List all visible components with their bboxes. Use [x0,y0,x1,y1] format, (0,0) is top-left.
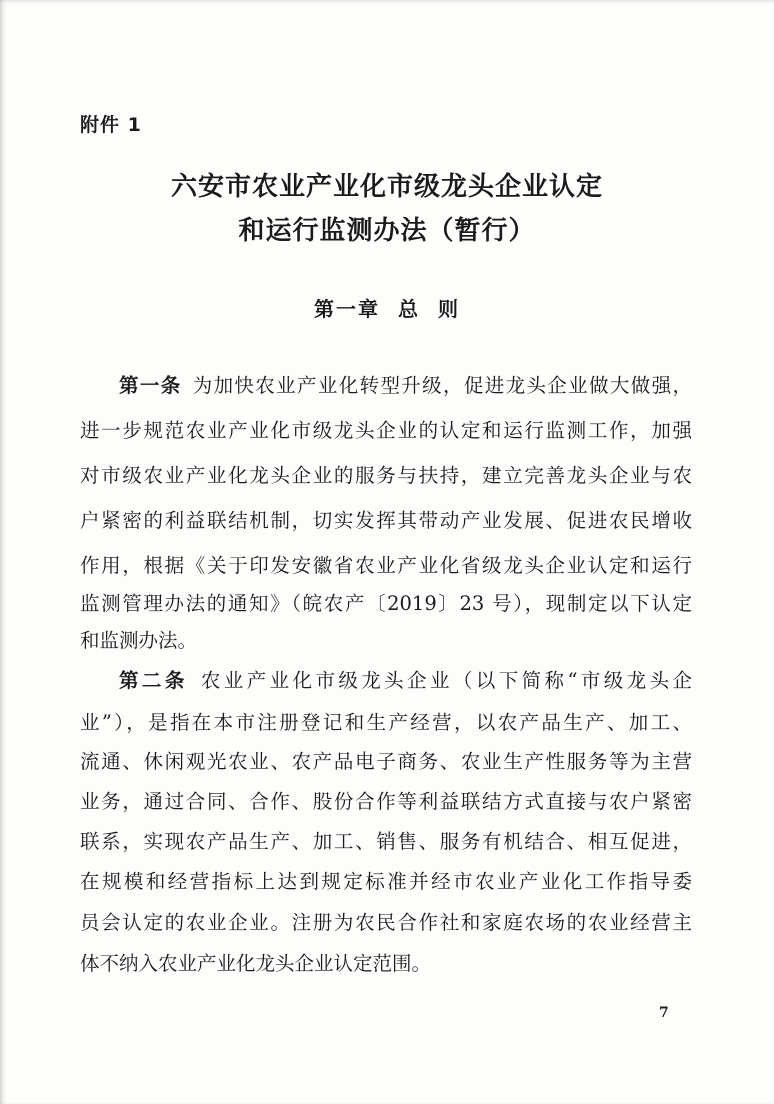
chapter-name-part-2: 则 [438,297,460,321]
page-number: 7 [659,1005,669,1021]
article-1-line-3: 对市级农业产业化龙头企业的服务与扶持，建立完善龙头企业与农 [80,464,692,487]
article-1-line-6: 监测管理办法的通知》（皖农产〔2019〕23 号），现制定以下认定 [80,592,692,615]
article-1-text-1: 为加快农业产业化转型升级，促进龙头企业做大做强， [191,374,692,397]
document-title-line-1: 六安市农业产业化市级龙头企业认定 [170,172,603,202]
article-2-line-6: 在规模和经营指标上达到规定标准并经市农业产业化工作指导委 [80,870,692,893]
chapter-name-part-1: 总 [398,297,420,321]
chapter-number: 第一章 [314,297,380,321]
article-2-line-1 [119,667,692,695]
chapter-heading [0,293,774,322]
attachment-label: 附件 1 [80,114,142,136]
document-title-line-2: 和运行监测办法（暂行） [238,216,536,246]
article-1-line-2: 进一步规范农业产业化市级龙头企业的认定和运行监测工作，加强 [80,419,692,442]
article-2-heading: 第二条 [119,669,188,692]
article-2-text-1: 农业产业化市级龙头企业（以下简称“市级龙头企 [197,669,692,692]
article-2-line-3: 流通、休闲观光农业、农产品电子商务、农业生产性服务等为主营 [80,750,692,773]
article-2-line-8: 体不纳入农业产业化龙头企业认定范围。 [80,952,432,975]
article-1-line-5: 作用，根据《关于印发安徽省农业产业化省级龙头企业认定和运行 [80,554,692,577]
article-1-line-7: 和监测办法。 [80,629,198,652]
article-2-line-5: 联系，实现农产品生产、加工、销售、服务有机结合、相互促进， [80,830,692,853]
article-1-line-1 [119,372,692,400]
article-2-line-7: 员会认定的农业企业。注册为农民合作社和家庭农场的农业经营主 [80,911,692,934]
article-1-heading: 第一条 [119,374,182,397]
article-2-line-2: 业”），是指在本市注册登记和生产经营，以农产品生产、加工、 [80,711,692,734]
article-1-line-4: 户紧密的利益联结机制，切实发挥其带动产业发展、促进农民增收 [80,509,692,532]
article-2-line-4: 业务，通过合同、合作、股份合作等利益联结方式直接与农户紧密 [80,790,692,813]
